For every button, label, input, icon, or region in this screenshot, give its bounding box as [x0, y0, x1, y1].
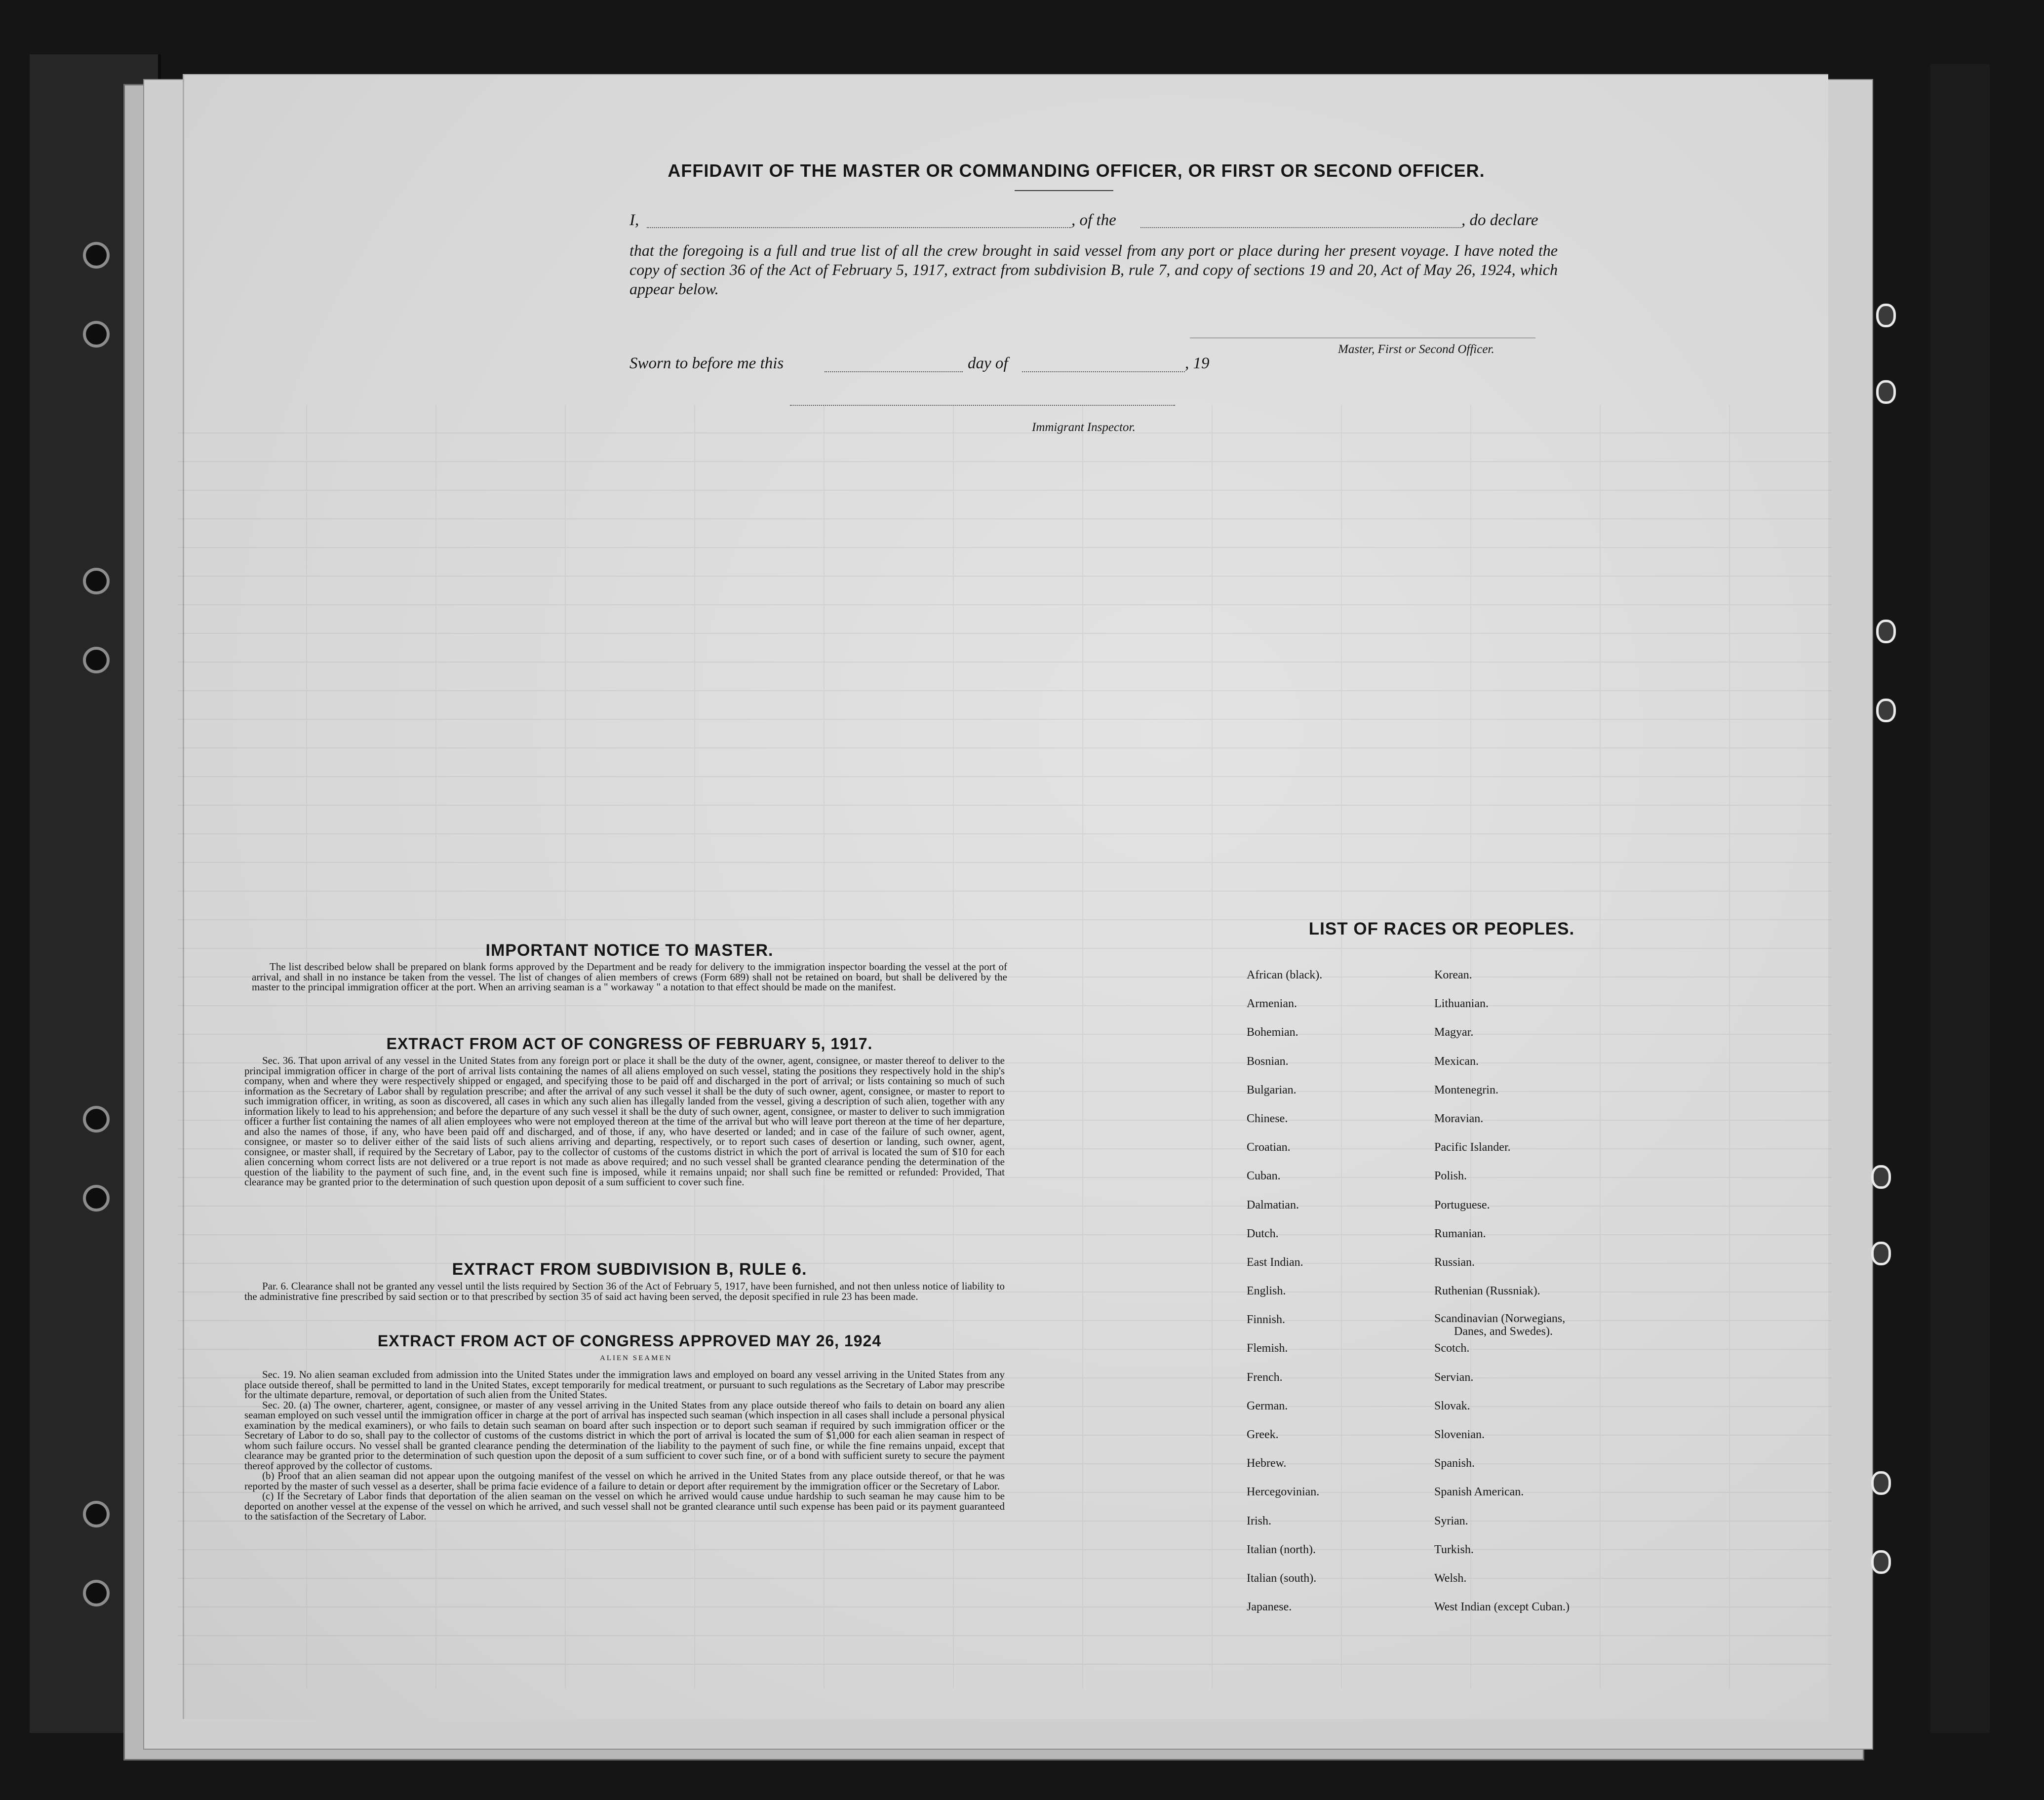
- punch-hole-icon: [1871, 1165, 1891, 1189]
- race-item: Armenian.: [1247, 997, 1297, 1011]
- sworn-prefix: Sworn to before me this: [629, 354, 784, 372]
- sec20b-text: (b) Proof that an alien seaman did not appear upon the outgoing manifest of the vessel on which he arrived in the United States from any place outside thereof, or that he was reported by the master of such vessel as a deserter, shall be prima facie evidence of a failure to detain or deport after requirement by the immigration officer or the Secretary of Labor.: [244, 1470, 1005, 1492]
- year-prefix: , 19: [1185, 354, 1210, 372]
- race-item: Syrian.: [1434, 1514, 1468, 1527]
- punch-hole-icon: [1871, 1471, 1891, 1495]
- affidavit-do-declare: , do declare: [1461, 211, 1538, 229]
- rule6-par6: Par. 6. Clearance shall not be granted any vessel until the lists required by Section 36 of the Act of February 5, 1917, have been furnished, and not then unless notice of liability to the administrative fine prescribed by said section or to that prescribed by section 35 of said act having been served, the deposit specified in rule 23 has been made.: [244, 1280, 1005, 1302]
- important-notice-title: IMPORTANT NOTICE TO MASTER.: [485, 941, 774, 960]
- race-item: African (black).: [1247, 969, 1323, 981]
- race-item: Spanish American.: [1434, 1486, 1524, 1499]
- vessel-name-line: [1140, 227, 1461, 228]
- races-title: LIST OF RACES OR PEOPLES.: [1308, 919, 1575, 939]
- race-item: Portuguese.: [1434, 1198, 1490, 1212]
- race-item: Greek.: [1247, 1428, 1279, 1441]
- rule6-body: [244, 1281, 1005, 1301]
- sec20c-text: (c) If the Secretary of Labor finds that deportation of the alien seaman on the vessel on which he arrived would cause undue hardship to such seaman he may cause him to be deported on another vessel at the expense of the vessel on which he arrived, and such vessel shall not be granted clearance until such expense has been paid or its payment guaranteed to the satisfaction of the Secretary of Labor.: [244, 1490, 1005, 1522]
- race-item: Welsh.: [1434, 1571, 1467, 1585]
- punch-hole-icon: [1876, 620, 1896, 643]
- race-item: Magyar.: [1434, 1026, 1474, 1039]
- race-item-scandinavian: [1434, 1312, 1570, 1341]
- race-item: Spanish.: [1434, 1457, 1475, 1470]
- important-notice-text: The list described below shall be prepared on blank forms approved by the Department and be ready for delivery to the immigration inspector boarding the vessel at the port of arrival, and shall in no instance be taken from the vessel. The list of changes of alien members of crews (Form 689) shall not be retained on board, but shall be delivered by the master to the principal immigration officer at the port. When an arriving seaman is a " workaway " a notation to that effect should be made on the manifest.: [252, 961, 1007, 993]
- race-item: Cuban.: [1247, 1170, 1281, 1183]
- affidavit-body: that the foregoing is a full and true list of all the crew brought in said vessel from any port or place during her present voyage. I have noted the copy of section 36 of the Act of February 5, 1917, extract from subdivision B, rule 7, and copy of sections 19 and 20, Act of May 26, 1924, which appear below.: [629, 241, 1558, 298]
- race-item-cont: Danes, and Swedes).: [1454, 1325, 1553, 1338]
- race-item: Chinese.: [1247, 1112, 1288, 1125]
- race-item: Polish.: [1434, 1170, 1467, 1183]
- inspector-caption: Immigrant Inspector.: [1032, 421, 1136, 434]
- affidavit-i-label: I,: [629, 211, 639, 229]
- binder-hole-icon: [83, 321, 110, 348]
- sworn-day-line: [825, 371, 963, 372]
- race-item: Turkish.: [1434, 1543, 1474, 1556]
- race-item: German.: [1247, 1399, 1288, 1412]
- races-left-column: [1247, 968, 1322, 1628]
- punch-hole-icon: [1871, 1242, 1891, 1265]
- extract-1924-title: EXTRACT FROM ACT OF CONGRESS APPROVED MAY 26, 1924: [377, 1332, 882, 1350]
- binder-hole-icon: [83, 647, 110, 673]
- race-item: Bosnian.: [1247, 1055, 1289, 1068]
- binder-hole-icon: [83, 1580, 110, 1606]
- master-caption: Master, First or Second Officer.: [1338, 343, 1494, 356]
- race-item: Pacific Islander.: [1434, 1141, 1511, 1154]
- race-item: Scotch.: [1434, 1342, 1470, 1355]
- binder-hole-icon: [83, 1501, 110, 1527]
- sworn-month-line: [1022, 371, 1185, 372]
- race-item: Slovak.: [1434, 1399, 1470, 1412]
- race-item: Hebrew.: [1247, 1457, 1287, 1470]
- race-item: East Indian.: [1247, 1255, 1303, 1269]
- race-item: Servian.: [1434, 1370, 1474, 1384]
- affidavit-title: AFFIDAVIT OF THE MASTER OR COMMANDING OFFICER, OR FIRST OR SECOND OFFICER.: [668, 160, 1485, 181]
- race-item: Dutch.: [1247, 1227, 1279, 1240]
- punch-hole-icon: [1876, 699, 1896, 722]
- punch-hole-icon: [1876, 380, 1896, 404]
- race-item: Russian.: [1434, 1255, 1475, 1269]
- race-item: Montenegrin.: [1434, 1083, 1498, 1096]
- master-name-line: [647, 227, 1071, 228]
- race-item: West Indian (except Cuban.): [1434, 1601, 1570, 1614]
- inspector-signature-line: [790, 405, 1175, 406]
- race-item: Rumanian.: [1434, 1227, 1486, 1240]
- alien-seamen-heading: ALIEN SEAMEN: [600, 1354, 672, 1362]
- race-item: Lithuanian.: [1434, 997, 1489, 1011]
- race-item: Bohemian.: [1247, 1026, 1298, 1039]
- race-item: Slovenian.: [1434, 1428, 1485, 1441]
- day-of: day of: [968, 354, 1008, 372]
- race-item: Hercegovinian.: [1247, 1486, 1320, 1499]
- race-item: Dalmatian.: [1247, 1198, 1299, 1212]
- affidavit-of-the: , of the: [1071, 211, 1116, 229]
- race-item: Moravian.: [1434, 1112, 1484, 1125]
- race-item: Flemish.: [1247, 1342, 1288, 1355]
- races-right-column: [1434, 968, 1570, 1628]
- binder-hole-icon: [83, 1185, 110, 1212]
- race-item: Korean.: [1434, 969, 1472, 981]
- race-item: French.: [1247, 1370, 1283, 1384]
- race-item: Bulgarian.: [1247, 1083, 1297, 1096]
- binder-hole-icon: [83, 568, 110, 594]
- important-notice-body: [252, 962, 1007, 992]
- binder-hole-icon: [83, 1106, 110, 1133]
- race-item: Ruthenian (Russniak).: [1434, 1285, 1540, 1298]
- punch-hole-icon: [1871, 1550, 1891, 1574]
- race-item: Japanese.: [1247, 1601, 1292, 1614]
- extract-1917-title: EXTRACT FROM ACT OF CONGRESS OF FEBRUARY 5, 1917.: [386, 1035, 873, 1053]
- binder-right-cover: [1930, 64, 1990, 1733]
- race-item: Croatian.: [1247, 1141, 1291, 1154]
- sec20a-text: Sec. 20. (a) The owner, charterer, agent, consignee, or master of any vessel arriving in the United States from any place outside thereof who fails to detain on board any alien seaman employed on such vessel until the immigration officer in charge at the port of arrival has inspected such seaman (which inspection in all cases shall include a personal physical examination by the medical examiners), or who fails to detain such seaman on board after such inspection or to deport such seaman if required by such immigration officer or the Secretary of Labor to do so, shall pay to the collector of customs of the customs district in which the port of arrival is located the sum of $1,000 for each alien seaman in respect of whom such failure occurs. No vessel shall be granted clearance pending the determination of the liability to the payment of such fine, or while the fine remains unpaid, except that clearance may be granted prior to the determination of such question upon the deposit of a sum sufficient to cover such fine, or of a bond with sufficient surety to secure the payment thereof approved by the collector of customs.: [244, 1399, 1005, 1472]
- binder-hole-icon: [83, 242, 110, 269]
- race-item: Irish.: [1247, 1514, 1271, 1527]
- race-item: Scandinavian (Norwegians,: [1434, 1312, 1566, 1326]
- race-item: Italian (north).: [1247, 1543, 1316, 1556]
- race-item: Italian (south).: [1247, 1571, 1317, 1585]
- extract-1924-body: [244, 1370, 1005, 1522]
- extract-1917-body: [244, 1056, 1005, 1187]
- punch-hole-icon: [1876, 304, 1896, 327]
- race-item: Finnish.: [1247, 1313, 1286, 1327]
- race-item: Mexican.: [1434, 1055, 1479, 1068]
- sec19-text: Sec. 19. No alien seaman excluded from admission into the United States under the immigration laws and employed on board any vessel arriving in the United States from any place outside thereof, shall be permitted to land in the United States, except temporarily for medical treatment, or pursuant to such regulations as the Secretary of Labor may prescribe for the ultimate departure, removal, or deportation of such alien from the United States.: [244, 1369, 1005, 1401]
- race-item: English.: [1247, 1285, 1286, 1298]
- title-rule: [1015, 190, 1113, 191]
- rule6-title: EXTRACT FROM SUBDIVISION B, RULE 6.: [452, 1260, 807, 1279]
- extract-1917-sec36: Sec. 36. That upon arrival of any vessel in the United States from any foreign port or place it shall be the duty of the owner, agent, consignee, or master thereof to deliver to the principal immigration officer in charge of the port of arrival lists containing the names of all aliens employed on such vessel, stating the positions they respectively hold in the ship's company, when and where they were respectively shipped or engaged, and specifying those to be paid off and discharged in the port of arrival; or lists containing so much of such information as the Secretary of Labor shall by regulation prescribe; and after the arrival of any such vessel it shall be the duty of such owner, agent, consignee, or master to report to such immigration officer, in writing, as soon as discovered, all cases in which any such alien has illegally landed from the vessel, giving a description of such alien, together with any information likely to lead to his apprehension; and before the departure of any such vessel it shall be the duty of such owner, agent, consignee, or master to deliver to such immigration officer a further list containing the names of all alien employees who were not employed thereon at the time of the arrival but who will leave port thereon at the time of her departure, and also the names of those, if any, who have been paid off and discharged, and of those, if any, who have deserted or landed; and in case of the failure of such owner, agent, consignee, or master so to deliver either of the said lists of such aliens arriving and departing, respectively, or to report such cases of desertion or landing, such owner, agent, consignee, or master shall, if required by the Secretary of Labor, pay to the collector of customs of the customs district in which the port of arrival is located the sum of $10 for each alien concerning whom correct lists are not delivered or a true report is not made as above required; and no such vessel shall be granted clearance pending the determination of the question of the liability to the payment of such fine, and, in the event such fine is imposed, while it remains unpaid; nor shall such fine be remitted or refunded: Provided, That clearance may be granted prior to the determination of such question upon deposit of a sum sufficient to cover such fine.: [244, 1055, 1005, 1188]
